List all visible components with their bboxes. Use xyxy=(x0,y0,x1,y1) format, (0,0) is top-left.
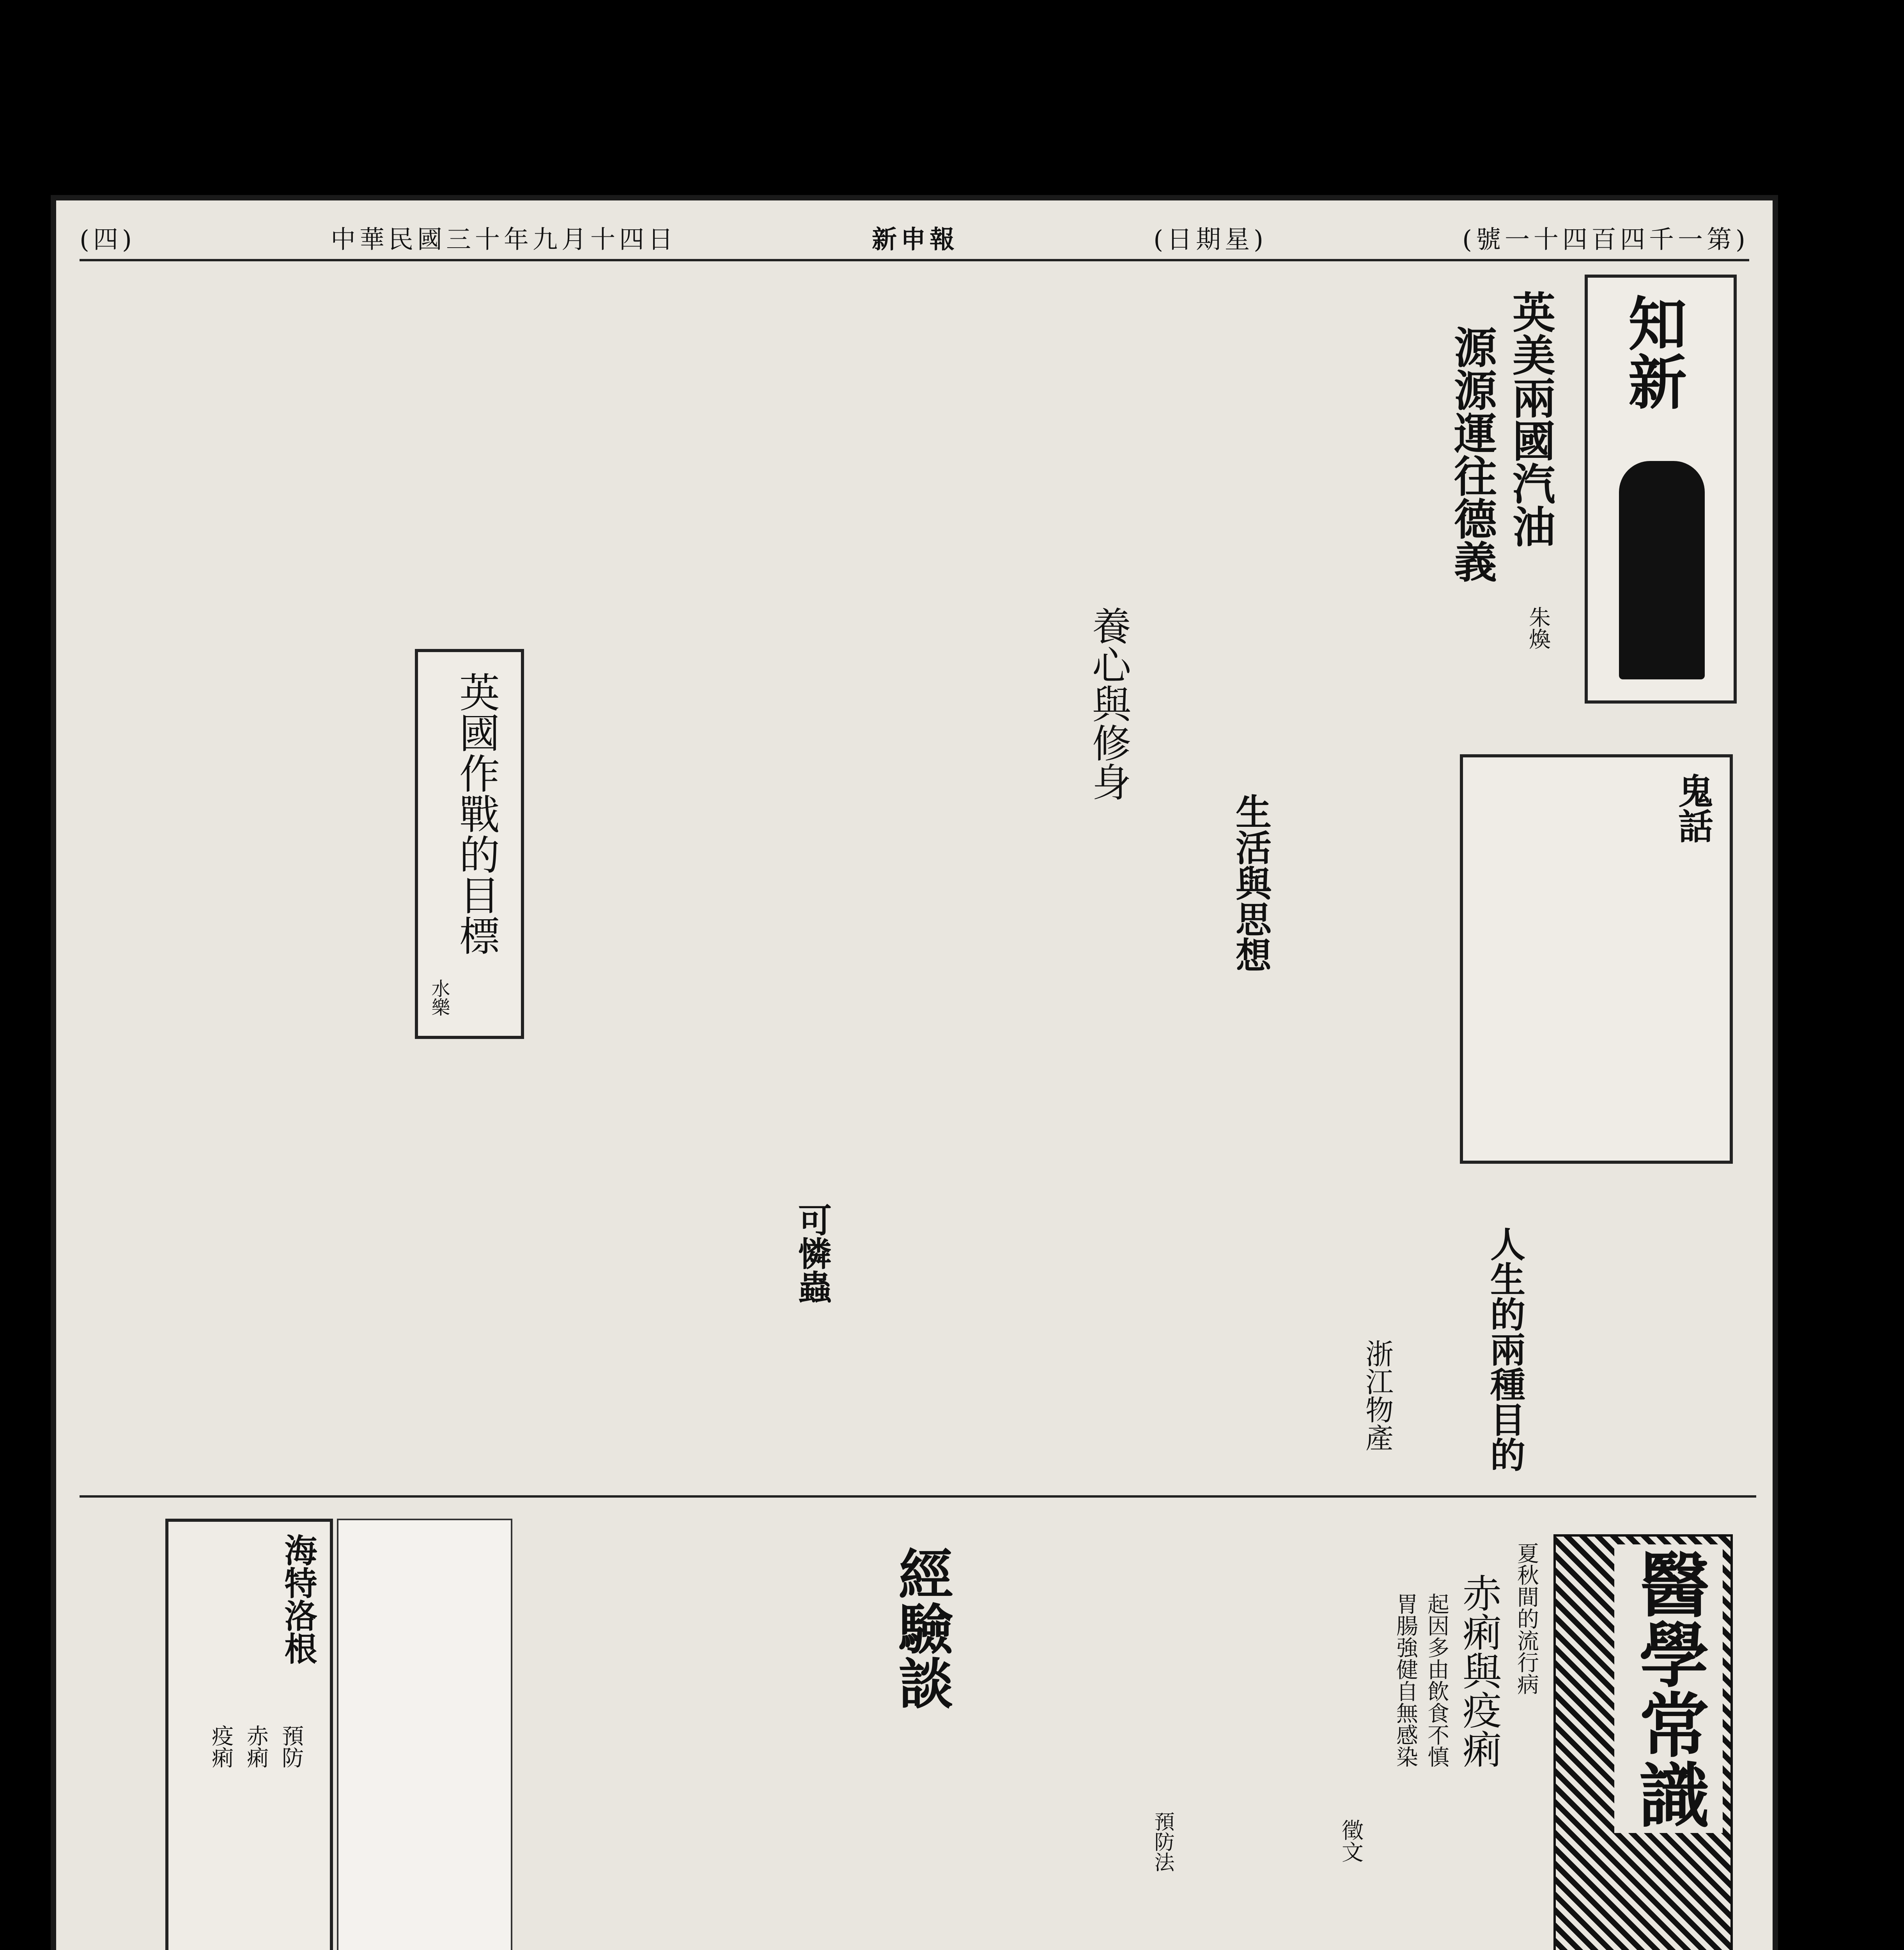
dysentery-header xyxy=(1390,1534,1546,1950)
new-knowledge-box xyxy=(1585,275,1737,704)
cartoon-side-1: 預防 xyxy=(278,1725,304,1768)
ghost-talk-box xyxy=(1460,754,1733,1164)
issue-date: 中華民國三十年九月十四日 xyxy=(330,225,677,254)
page-number: (四) xyxy=(80,225,136,254)
two-goals-body xyxy=(1117,1234,1429,1546)
experience-header xyxy=(867,1534,969,1950)
oil-headline xyxy=(1444,278,1569,668)
wanted-label: 徵文 xyxy=(1338,1819,1364,1863)
cultivation-header xyxy=(1050,590,1144,941)
zhejiang-title: 浙江物產 xyxy=(1361,1339,1394,1452)
prevention-label: 預防法 xyxy=(1151,1811,1174,1872)
cartoon-side-2: 赤痢 xyxy=(243,1725,269,1768)
pitiful-bug-header xyxy=(774,1195,844,1468)
british-war-box xyxy=(415,649,524,1039)
statue-illustration xyxy=(1619,461,1705,679)
oil-title-1: 英美兩國汽油 xyxy=(1505,290,1556,548)
ghost-talk-title: 鬼話 xyxy=(1672,773,1713,843)
experience-title: 經驗談 xyxy=(889,1546,953,1710)
dysentery-body xyxy=(992,1534,1382,1950)
cartoon-side-3: 疫痢 xyxy=(208,1725,234,1768)
prevention-label-wrap xyxy=(1148,1811,1187,1928)
weekday: (日期星) xyxy=(1153,225,1268,254)
section-divider xyxy=(80,1495,1756,1498)
two-goals-title: 人生的兩種目的 xyxy=(1484,1226,1525,1472)
cultivation-title: 養心與修身 xyxy=(1086,606,1131,801)
british-war-author: 水樂 xyxy=(428,979,450,1016)
life-thought-body xyxy=(1156,700,1444,1246)
oil-article-body xyxy=(1117,278,1429,668)
paper-name: 新申報 xyxy=(872,225,959,254)
newspaper-page xyxy=(51,195,1778,1950)
medical-box xyxy=(1553,1534,1733,1950)
oil-author: 朱煥 xyxy=(1525,606,1551,650)
dysentery-subtitle: 起因多由飲食不慎 xyxy=(1424,1593,1449,1767)
new-knowledge-badge: 知新 xyxy=(1618,293,1687,410)
masthead xyxy=(80,216,1749,261)
issue-number: (號一十四百四千一第) xyxy=(1462,225,1749,254)
dysentery-kicker: 夏秋間的流行病 xyxy=(1514,1542,1539,1695)
two-goals-header xyxy=(1452,1214,1538,1585)
oil-title-2: 源源運往德義 xyxy=(1447,325,1497,583)
british-war-title: 英國作戰的目標 xyxy=(452,672,500,956)
cartoon-strip xyxy=(165,1519,333,1950)
medical-title: 醫學常識 xyxy=(1614,1544,1723,1833)
experience-body xyxy=(524,1526,859,1950)
life-thought-title: 生活與思想 xyxy=(1230,793,1272,973)
dysentery-title: 赤痢與疫痢 xyxy=(1456,1573,1502,1768)
cartoon-panels xyxy=(337,1519,512,1950)
pitiful-bug-title: 可憐蟲 xyxy=(792,1203,832,1303)
british-war-body xyxy=(87,278,407,1448)
cartoon-title: 海特洛根 xyxy=(279,1533,318,1665)
wanted-label-wrap xyxy=(1335,1819,1374,1936)
dysentery-subtitle-2: 胃腸強健自無感染 xyxy=(1393,1593,1418,1767)
